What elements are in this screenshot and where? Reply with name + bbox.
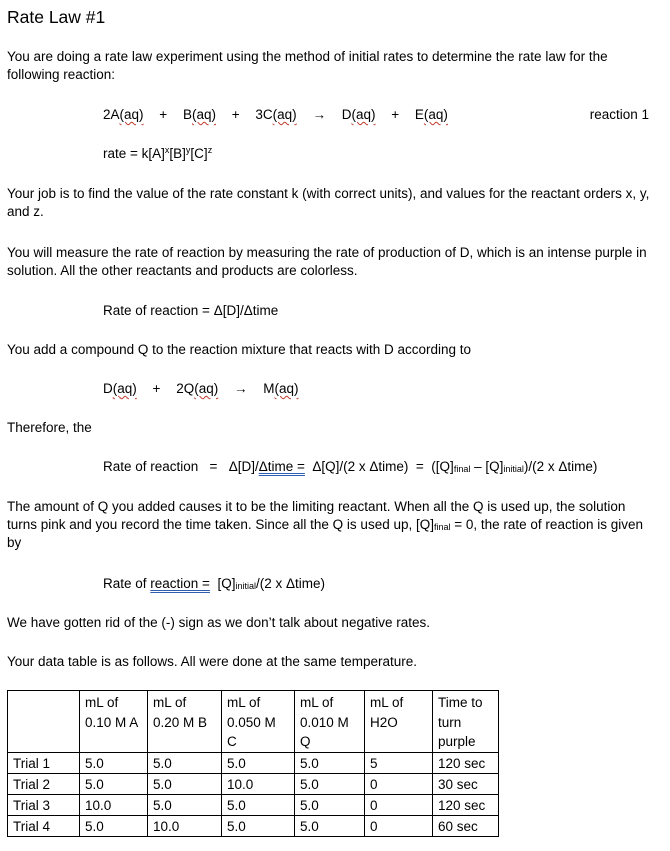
table-cell: 0 [365, 794, 433, 815]
arrow-icon: → [233, 381, 248, 396]
table-cell: 5.0 [148, 773, 222, 794]
table-cell: 30 sec [433, 773, 499, 794]
limiting-paragraph: The amount of Q you added causes it to be the limiting reactant. When all the Q is used up, the solution turns pink and you record the time taken. Since all the Q is used up, $[Q]_{final} = 0$, the rate of reaction is given by [7, 499, 643, 550]
plus-sign: + [159, 107, 168, 122]
reactant-q: 2Q(aq) [176, 381, 219, 396]
table-cell: 120 sec [433, 752, 499, 773]
table-cell: 120 sec [433, 794, 499, 815]
table-cell: 10.0 [80, 794, 148, 815]
reactant-b: B(aq) [182, 107, 216, 122]
table-cell: 5.0 [295, 794, 365, 815]
reactant-c: 3C(aq) [255, 107, 297, 122]
product-e: E(aq) [414, 107, 448, 122]
plus-sign: + [391, 107, 400, 122]
table-header-cell: mL of 0.050 M C [222, 691, 295, 753]
page-title: Rate Law #1 [7, 7, 106, 27]
product-d: D(aq) [341, 107, 376, 122]
table-cell: Trial 2 [8, 773, 80, 794]
table-row [8, 773, 499, 794]
table-cell: 5.0 [80, 752, 148, 773]
measure-paragraph: You will measure the rate of reaction by measuring the rate of production of D, which is an intense purple in solution. All the other reactants and products are colorless. [7, 245, 647, 278]
plus-sign: + [231, 107, 240, 122]
table-header-cell [8, 691, 80, 753]
table-cell: 5.0 [80, 815, 148, 836]
table-cell: 0 [365, 773, 433, 794]
rate-definition: Rate of reaction = Δ[D]/Δtime [103, 303, 279, 318]
table-header-row [8, 691, 499, 753]
add-q-paragraph: You add a compound Q to the reaction mixture that reacts with D according to [7, 342, 472, 357]
table-cell: 0 [365, 815, 433, 836]
table-cell: 5.0 [148, 794, 222, 815]
table-cell: 5.0 [148, 752, 222, 773]
table-cell: Trial 3 [8, 794, 80, 815]
table-header-cell: mL of H2O [365, 691, 433, 753]
table-cell: 5.0 [222, 794, 295, 815]
data-table [7, 690, 499, 837]
rate-equation-initial: Rate of reaction = $[Q]_{initial}/(2$ x Δtime) [103, 576, 326, 591]
table-header-cell: mL of 0.10 M A [80, 691, 148, 753]
reaction-2-equation [103, 380, 299, 398]
table-cell: 5.0 [295, 752, 365, 773]
product-m: M(aq) [263, 381, 299, 396]
table-cell: 5.0 [80, 773, 148, 794]
reaction-1-label: reaction 1 [589, 107, 649, 122]
rate-law-expression: rate = $k[A]^x[B]^y[C]^z$ [103, 145, 213, 161]
table-header-cell: Time to turn purple [433, 691, 499, 753]
table-header-cell: mL of 0.20 M B [148, 691, 222, 753]
negative-rates-note: We have gotten rid of the (-) sign as we don’t talk about negative rates. [7, 615, 430, 630]
arrow-icon: → [312, 107, 326, 122]
plus-sign: + [152, 381, 161, 396]
table-intro: Your data table is as follows. All were done at the same temperature. [7, 654, 417, 669]
table-cell: 5.0 [222, 752, 295, 773]
table-row [8, 794, 499, 815]
table-row [8, 752, 499, 773]
table-cell: 10.0 [222, 773, 295, 794]
job-paragraph: Your job is to find the value of the rate constant k (with correct units), and values for the reactant orders x, y, and z. [7, 186, 650, 219]
table-cell: 60 sec [433, 815, 499, 836]
reactant-d: D(aq) [103, 381, 137, 396]
table-row [8, 815, 499, 836]
table-cell: 10.0 [148, 815, 222, 836]
table-cell: 5.0 [222, 815, 295, 836]
table-cell: 5.0 [295, 815, 365, 836]
table-header-cell: mL of 0.010 M Q [295, 691, 365, 753]
table-cell: 5 [365, 752, 433, 773]
reaction-1-equation [103, 106, 448, 124]
table-cell: Trial 4 [8, 815, 80, 836]
rate-equation-q: Rate of reaction = Δ[D]/Δtime = Δ[Q]/(2 x Δtime) = $([Q]_{final} - [Q]_{initial})/(2$ x Δtime) [103, 459, 598, 474]
reactant-a: 2A(aq) [103, 107, 144, 122]
table-cell: 5.0 [295, 773, 365, 794]
therefore-text: Therefore, the [7, 420, 92, 435]
intro-paragraph: You are doing a rate law experiment using the method of initial rates to determine the rate law for the following reaction: [7, 49, 608, 82]
table-cell: Trial 1 [8, 752, 80, 773]
